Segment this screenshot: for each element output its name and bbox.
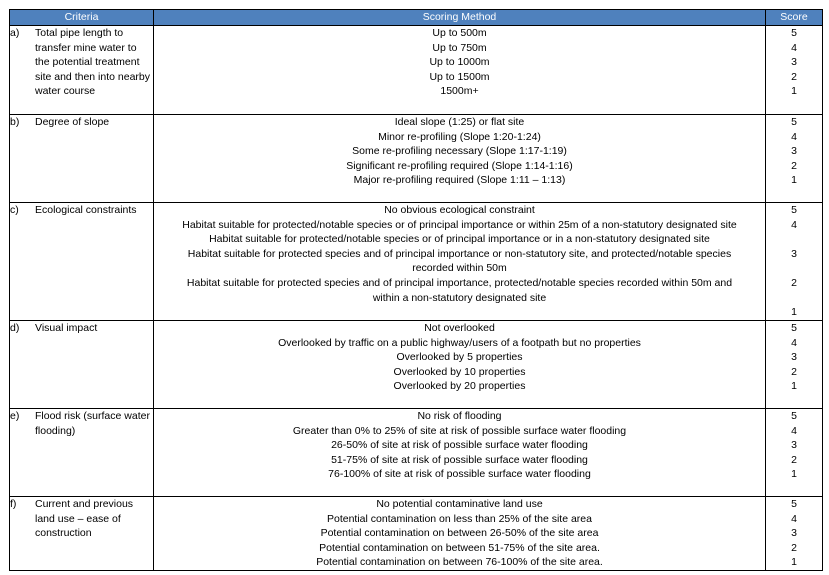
method-line: No potential contaminative land use [376,498,543,510]
method-line: Up to 500m [432,27,487,39]
score-value: 1 [791,85,797,98]
method-line: Greater than 0% to 25% of site at risk of possible surface water flooding [292,424,627,437]
table-row [10,26,823,115]
method-line: Overlooked by 5 properties [396,351,523,364]
header-criteria: Criteria [10,10,154,26]
method-line: 1500m+ [440,85,479,98]
criteria-cell [10,321,154,409]
method-line: Not overlooked [424,322,495,334]
score-value: 4 [791,130,797,143]
criteria-letter: e) [10,410,20,422]
score-value: 5 [791,410,797,422]
score-value: 5 [791,27,797,39]
method-line: recorded within 50m [412,262,507,275]
method-line: Up to 750m [432,41,487,54]
method-line: Overlooked by 10 properties [393,365,526,378]
score-value: 3 [791,56,797,69]
table-row [10,115,823,203]
score-value: 2 [791,365,797,378]
scoring-method-cell [154,203,766,321]
criteria-cell [10,409,154,497]
score-value: 3 [791,145,797,158]
header-scoring-method: Scoring Method [154,10,766,26]
score-cell [766,497,823,571]
score-value: 2 [791,276,797,289]
score-value: 2 [791,453,797,466]
scoring-method-cell [154,115,766,203]
criteria-cell [10,497,154,571]
method-line: Some re-profiling necessary (Slope 1:17-1:19) [352,145,567,158]
score-value: 4 [791,218,797,231]
method-line: Habitat suitable for protected species and of principal importance, protected/notable species recorded within 50m and [186,276,733,289]
method-line: Potential contamination on between 51-75% of the site area. [319,541,600,554]
score-value: 1 [791,306,797,319]
score-value: 3 [791,247,797,260]
method-line: 26-50% of site at risk of possible surface water flooding [331,439,588,452]
method-line: Potential contamination on less than 25% of the site area [326,512,592,525]
method-line: Major re-profiling required (Slope 1:11 – 1:13) [353,174,566,187]
criteria-letter: f) [10,498,17,510]
method-line: 76-100% of site at risk of possible surface water flooding [328,468,591,481]
criteria-cell [10,115,154,203]
scoring-method-cell [154,321,766,409]
method-line: Up to 1000m [429,56,490,69]
method-line: Habitat suitable for protected/notable species or of principal importance or within 25m of a non-statutory designated site [182,218,737,231]
score-value: 5 [791,322,797,334]
method-line: Potential contamination on between 26-50% of the site area [320,527,599,540]
criteria-text: Degree of slope [35,116,110,128]
criteria-text: Flood risk (surface water flooding) [35,410,150,437]
criteria-letter: d) [10,322,20,334]
scoring-method-cell [154,26,766,115]
score-cell [766,115,823,203]
score-value: 3 [791,439,797,452]
method-line: Overlooked by traffic on a public highway/users of a footpath but no properties [278,336,641,349]
criteria-cell [10,26,154,115]
table-row [10,321,823,409]
criteria-text: Total pipe length to transfer mine water to the potential treatment site and then into nearby water course [35,27,150,98]
score-cell [766,203,823,321]
criteria-letter: c) [10,204,19,216]
method-line: 51-75% of site at risk of possible surface water flooding [331,453,588,466]
score-cell [766,409,823,497]
score-value: 4 [791,512,797,525]
criteria-text: Visual impact [35,322,98,334]
table-row [10,409,823,497]
method-line: Significant re-profiling required (Slope 1:14-1:16) [346,159,573,172]
score-value: 2 [791,541,797,554]
method-line: within a non-statutory designated site [372,291,547,304]
score-value: 1 [791,468,797,481]
header-score: Score [766,10,823,26]
header-row [10,10,823,26]
method-line: Up to 1500m [429,70,490,83]
score-cell [766,26,823,115]
score-value: 5 [791,116,797,128]
criteria-text: Current and previous land use – ease of construction [35,498,134,540]
method-line: Minor re-profiling (Slope 1:20-1:24) [378,130,541,143]
table-row [10,203,823,321]
method-line: No obvious ecological constraint [384,204,535,216]
score-value: 2 [791,159,797,172]
method-line: Habitat suitable for protected species and of principal importance or non-statutory site, and protected/notable species [187,247,732,260]
scoring-method-cell [154,497,766,571]
criteria-letter: b) [10,116,20,128]
scoring-method-cell [154,409,766,497]
criteria-cell [10,203,154,321]
scoring-criteria-table [9,9,823,571]
method-line: Potential contamination on between 76-100% of the site area. [316,556,603,569]
score-value: 3 [791,527,797,540]
score-value: 1 [791,556,797,569]
score-value: 5 [791,204,797,216]
score-value: 1 [791,174,797,187]
score-value: 5 [791,498,797,510]
score-spacer [766,261,822,276]
score-value: 4 [791,41,797,54]
score-value: 4 [791,336,797,349]
score-value: 1 [791,380,797,393]
score-value: 2 [791,70,797,83]
score-value: 3 [791,351,797,364]
score-spacer [766,232,822,247]
criteria-letter: a) [10,27,20,39]
score-spacer [766,291,822,306]
method-line: Habitat suitable for protected/notable species or of principal importance or in a non-statutory designated site [209,233,710,246]
method-line: Overlooked by 20 properties [393,380,526,393]
score-cell [766,321,823,409]
method-line: No risk of flooding [417,410,502,422]
criteria-text: Ecological constraints [35,204,137,216]
method-line: Ideal slope (1:25) or flat site [394,116,525,128]
table-row [10,497,823,571]
score-value: 4 [791,424,797,437]
